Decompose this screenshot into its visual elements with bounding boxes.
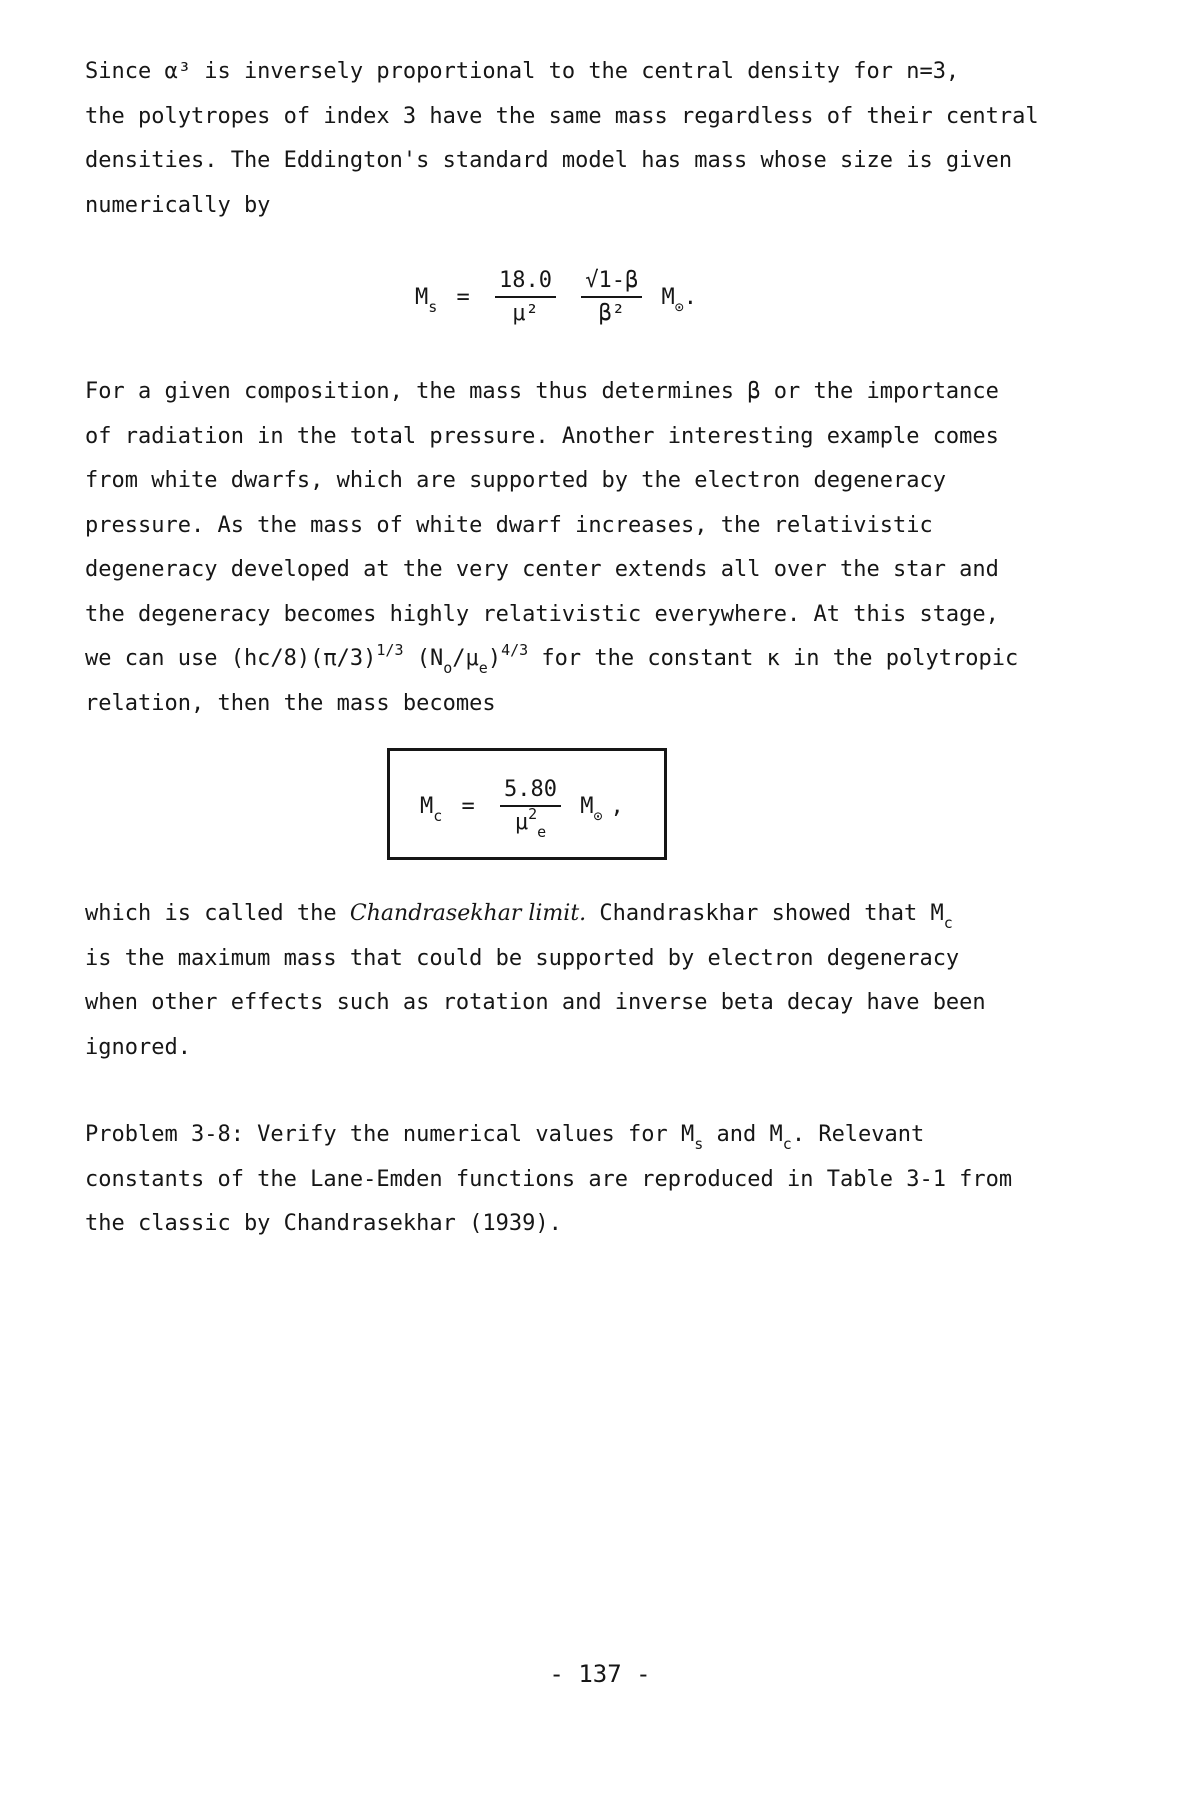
text-line: densities. The Eddington's standard model has mass whose size is given — [85, 148, 1013, 173]
text-line — [85, 1113, 1135, 1158]
equation-chandrasekhar-mass — [420, 777, 624, 841]
text-line: numerically by — [85, 192, 271, 218]
kappa-exp-2: 4/3 — [501, 641, 529, 659]
equation-eddington-mass — [415, 268, 697, 328]
text-line: pressure. As the mass of white dwarf increases, the relativistic — [85, 512, 933, 538]
eq-lhs: M — [420, 794, 434, 819]
text-line: constants of the Lane-Emden functions are reproduced in Table 3-1 from — [85, 1166, 1013, 1192]
eq-frac2-numerator: √1-β — [581, 268, 642, 298]
mu-exp: 2 — [528, 805, 538, 823]
eq-rhs: M — [661, 285, 675, 310]
eq-frac1-denominator: μ² — [512, 301, 539, 326]
solar-mass-symbol: ⊙ — [593, 807, 603, 825]
eq-fraction-1 — [495, 268, 556, 328]
text-line-kappa — [85, 637, 1135, 682]
eq-lhs-sub: s — [428, 298, 438, 316]
text-line: degeneracy developed at the very center extends all over the star and — [85, 557, 999, 582]
subscript: c — [782, 1135, 792, 1153]
mu-symbol: μ — [514, 810, 529, 835]
eq-end: , — [610, 794, 624, 819]
text-line: the polytropes of index 3 have the same mass regardless of their central — [85, 103, 1039, 129]
text-line: Since α³ is inversely proportional to the central density for n=3, — [85, 59, 960, 84]
text-line: is the maximum mass that could be supported by electron degeneracy — [85, 945, 960, 971]
kappa-text-e: /μ — [452, 646, 479, 671]
eq-frac-numerator: 5.80 — [500, 777, 561, 807]
eq-fraction — [500, 777, 561, 841]
text-line: For a given composition, the mass thus determines β or the importance — [85, 379, 999, 404]
text-line: relation, then the mass becomes — [85, 690, 496, 716]
subscript: c — [943, 914, 953, 932]
eq-frac2-denominator: β² — [598, 301, 625, 326]
eq-lhs: M — [415, 285, 429, 310]
text-line — [85, 892, 1135, 937]
paragraph-chandrasekhar-limit — [85, 892, 1135, 1070]
eq-fraction-2 — [581, 268, 642, 328]
subscript: s — [694, 1135, 704, 1153]
chandrasekhar-limit-box — [387, 748, 667, 860]
text-fragment: Problem 3-8: Verify the numerical values for M — [85, 1122, 695, 1147]
text-fragment: . Relevant — [791, 1122, 925, 1147]
eq-equals: = — [461, 794, 475, 819]
eq-rhs: M — [580, 794, 594, 819]
text-fragment: Chandraskhar showed that M — [586, 901, 944, 926]
kappa-sub-e: e — [478, 659, 488, 677]
kappa-sub-o: o — [443, 659, 453, 677]
page-number: - 137 - — [549, 1660, 651, 1688]
text-fragment: and M — [703, 1122, 783, 1147]
solar-mass-symbol: ⊙ — [674, 298, 684, 316]
text-line: the degeneracy becomes highly relativistic everywhere. At this stage, — [85, 601, 999, 627]
eq-frac-denominator — [500, 805, 561, 841]
eq-frac1-numerator: 18.0 — [495, 268, 556, 298]
paragraph-composition — [85, 370, 1135, 726]
text-fragment: which is called the — [85, 901, 350, 926]
kappa-exp-1: 1/3 — [376, 641, 404, 659]
kappa-text-c: (N — [403, 646, 444, 671]
paragraph-intro — [85, 50, 1135, 228]
kappa-text-i: for the constant κ in the polytropic — [528, 646, 1019, 671]
text-line: ignored. — [85, 1034, 191, 1060]
text-line: from white dwarfs, which are supported by the electron degeneracy — [85, 468, 946, 493]
italic-term: Chandrasekhar limit. — [349, 901, 587, 926]
text-line: of radiation in the total pressure. Another interesting example comes — [85, 423, 999, 449]
eq-lhs-sub: c — [433, 807, 443, 825]
eq-end: . — [683, 285, 698, 310]
mu-sub: e — [537, 823, 547, 841]
problem-3-8 — [85, 1113, 1135, 1247]
text-line: the classic by Chandrasekhar (1939). — [85, 1211, 562, 1236]
kappa-text-g: ) — [487, 646, 502, 671]
kappa-text-a: we can use (hc/8)(π/3) — [85, 646, 377, 671]
text-line: when other effects such as rotation and inverse beta decay have been — [85, 990, 986, 1015]
eq-equals: = — [456, 285, 470, 310]
